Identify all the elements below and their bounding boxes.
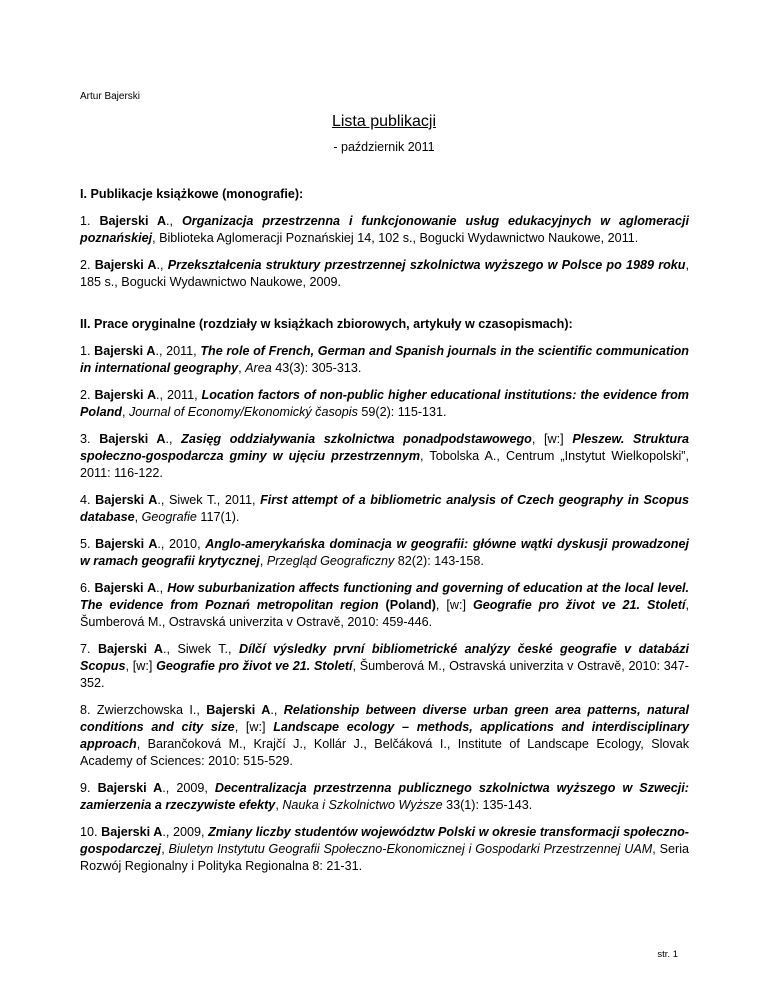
entry-text: Landscape ecology – methods, applications and interdisciplinary approach <box>80 720 689 751</box>
entry-text: ., <box>166 214 182 228</box>
entry-text: First attempt of a bibliometric analysis of Czech geography in Scopus database <box>80 493 690 524</box>
entry-text: , [w:] <box>435 598 473 612</box>
entry-text: Bajerski A <box>94 581 157 595</box>
entry-text: Bajerski A <box>99 432 166 446</box>
entry-text: Przekształcenia struktury przestrzennej szkolnictwa wyższego w Polsce po 1989 roku <box>167 258 686 272</box>
entry-text: Bajerski A <box>97 642 164 656</box>
entry-text: ., Siwek T., <box>163 642 239 656</box>
entry-text: ., 2009, <box>162 825 209 839</box>
publication-list <box>80 186 689 885</box>
entry-text: How suburbanization affects functioning and governing of education at the local level. The evidence from Poznań metropolitan region <box>80 581 689 612</box>
entry-text: Anglo-amerykańska dominacja w geografii: główne wątki dyskusji prowadzonej w ramach geografii krytycznej <box>80 537 689 568</box>
entry-text: , Biblioteka Aglomeracji Poznańskiej 14, 102 s., Bogucki Wydawnictwo Naukowe, 2011. <box>152 231 639 245</box>
entry-text: Geografie pro život ve 21. Století <box>472 598 686 612</box>
publication-entry <box>80 702 689 770</box>
entry-text: Geografie <box>141 510 197 524</box>
entry-text: ., <box>156 258 168 272</box>
publication-entry <box>80 641 689 692</box>
entry-text: 2. <box>80 388 95 402</box>
entry-text: ., <box>270 703 284 717</box>
entry-text: , <box>275 798 283 812</box>
entry-text: Location factors of non-public higher educational institutions: the evidence from Poland <box>80 388 689 419</box>
entry-text: , Barančoková M., Krajčí J., Kollár J., Belčáková I., Institute of Landscape Ecology, Slovak Academy of Sciences: 2010: 515-529. <box>80 737 689 768</box>
entry-text: Decentralizacja przestrzenna publicznego szkolnictwa wyższego w Szwecji: zamierzenia a rzeczywiste efekty <box>80 781 690 812</box>
entry-text: ., 2011, <box>156 388 202 402</box>
entry-text: Pleszew. Struktura społeczno-gospodarcza gminy w ujęciu przestrzennym <box>80 432 689 463</box>
entry-text: 5. <box>80 537 96 551</box>
publication-entry <box>80 343 689 377</box>
publication-entry <box>80 387 689 421</box>
entry-text: , <box>161 842 169 856</box>
section-original-works <box>80 316 689 875</box>
entry-text: , [w:] <box>234 720 274 734</box>
section-heading: I. Publikacje książkowe (monografie): <box>80 187 304 201</box>
section-heading: II. Prace oryginalne (rozdziały w książkach zbiorowych, artykuły w czasopismach): <box>80 317 573 331</box>
entry-text: Bajerski A <box>206 703 271 717</box>
author-name: Artur Bajerski <box>80 91 141 102</box>
section-items <box>80 213 689 291</box>
publication-entry <box>80 257 689 291</box>
entry-text: 1. <box>80 214 100 228</box>
publication-entry <box>80 213 689 247</box>
entry-text: Relationship between diverse urban green area patterns, natural conditions and city size <box>80 703 690 734</box>
entry-text: 8. Zwierzchowska I., <box>80 703 207 717</box>
entry-text: , 185 s., Bogucki Wydawnictwo Naukowe, 2009. <box>80 258 689 289</box>
entry-text: Bajerski A <box>94 388 157 402</box>
publication-entry <box>80 824 689 875</box>
entry-text: 1. <box>80 344 95 358</box>
entry-text: , Tobolska A., Centrum „Instytut Wielkopolski”, 2011: 116-122. <box>80 449 689 480</box>
entry-text: 4. <box>80 493 96 507</box>
entry-text: 43(3): 305-313. <box>271 361 362 375</box>
entry-text: 117(1). <box>196 510 240 524</box>
entry-text: (Poland) <box>378 598 436 612</box>
entry-text: 59(2): 115-131. <box>357 405 447 419</box>
page-title: Lista publikacji <box>331 113 437 130</box>
entry-text: Biuletyn Instytutu Geografii Społeczno-Ekonomicznej i Gospodarki Przestrzennej UAM <box>168 842 653 856</box>
entry-text: Zasięg oddziaływania szkolnictwa ponadpodstawowego <box>181 432 532 446</box>
entry-text: Nauka i Szkolnictwo Wyższe <box>282 798 443 812</box>
entry-text: ., <box>156 581 168 595</box>
entry-text: Przegląd Geograficzny <box>266 554 395 568</box>
entry-text: ., 2010, <box>157 537 206 551</box>
entry-text: Bajerski A <box>94 258 157 272</box>
publication-entry <box>80 431 689 482</box>
entry-text: Bajerski A <box>97 781 163 795</box>
entry-text: , <box>134 510 142 524</box>
entry-text: 2. <box>80 258 95 272</box>
entry-text: , <box>259 554 267 568</box>
entry-text: Bajerski A <box>95 493 158 507</box>
entry-text: ., 2011, <box>155 344 201 358</box>
entry-text: Organizacja przestrzenna i funkcjonowanie usług edukacyjnych w aglomeracji poznańskiej <box>80 214 690 245</box>
page-number: str. 1 <box>657 949 678 960</box>
entry-text: , [w:] <box>125 659 157 673</box>
entry-text: 3. <box>80 432 100 446</box>
page-subtitle: - październik 2011 <box>333 140 435 154</box>
entry-text: 6. <box>80 581 95 595</box>
entry-text: Bajerski A <box>94 344 156 358</box>
entry-text: Dílčí výsledky první bibliometrické analýzy české geografie v databázi Scopus <box>80 642 689 673</box>
entry-text: Zmiany liczby studentów województw Polski w okresie transformacji społeczno-gospodarczej <box>80 825 690 856</box>
entry-text: ., <box>165 432 182 446</box>
entry-text: 9. <box>80 781 98 795</box>
entry-text: 10. <box>80 825 102 839</box>
section-items <box>80 343 689 875</box>
entry-text: Area <box>245 361 272 375</box>
entry-text: Bajerski A <box>101 825 163 839</box>
entry-text: The role of French, German and Spanish journals in the scientific communication in international geography <box>80 344 689 375</box>
entry-text: 82(2): 143-158. <box>394 554 484 568</box>
entry-text: , Seria Rozwój Regionalny i Polityka Regionalna 8: 21-31. <box>80 842 689 873</box>
publication-entry <box>80 536 689 570</box>
entry-text: Geografie pro život ve 21. Století <box>156 659 353 673</box>
entry-text: Journal of Economy/Ekonomický časopis <box>128 405 358 419</box>
entry-text: , [w:] <box>531 432 573 446</box>
entry-text: 7. <box>80 642 98 656</box>
entry-text: ., Siwek T., 2011, <box>157 493 261 507</box>
section-monographs <box>80 186 689 291</box>
publication-entry <box>80 580 689 631</box>
publication-entry <box>80 492 689 526</box>
entry-text: , Šumberová M., Ostravská univerzita v Ostravě, 2010: 347-352. <box>80 659 690 690</box>
entry-text: , <box>121 405 129 419</box>
entry-text: Bajerski A <box>95 537 158 551</box>
publication-entry <box>80 780 689 814</box>
entry-text: Bajerski A <box>99 214 167 228</box>
entry-text: , <box>238 361 246 375</box>
entry-text: 33(1): 135-143. <box>442 798 533 812</box>
entry-text: ., 2009, <box>162 781 215 795</box>
entry-text: , Šumberová M., Ostravská univerzita v Ostravě, 2010: 459-446. <box>80 598 689 629</box>
